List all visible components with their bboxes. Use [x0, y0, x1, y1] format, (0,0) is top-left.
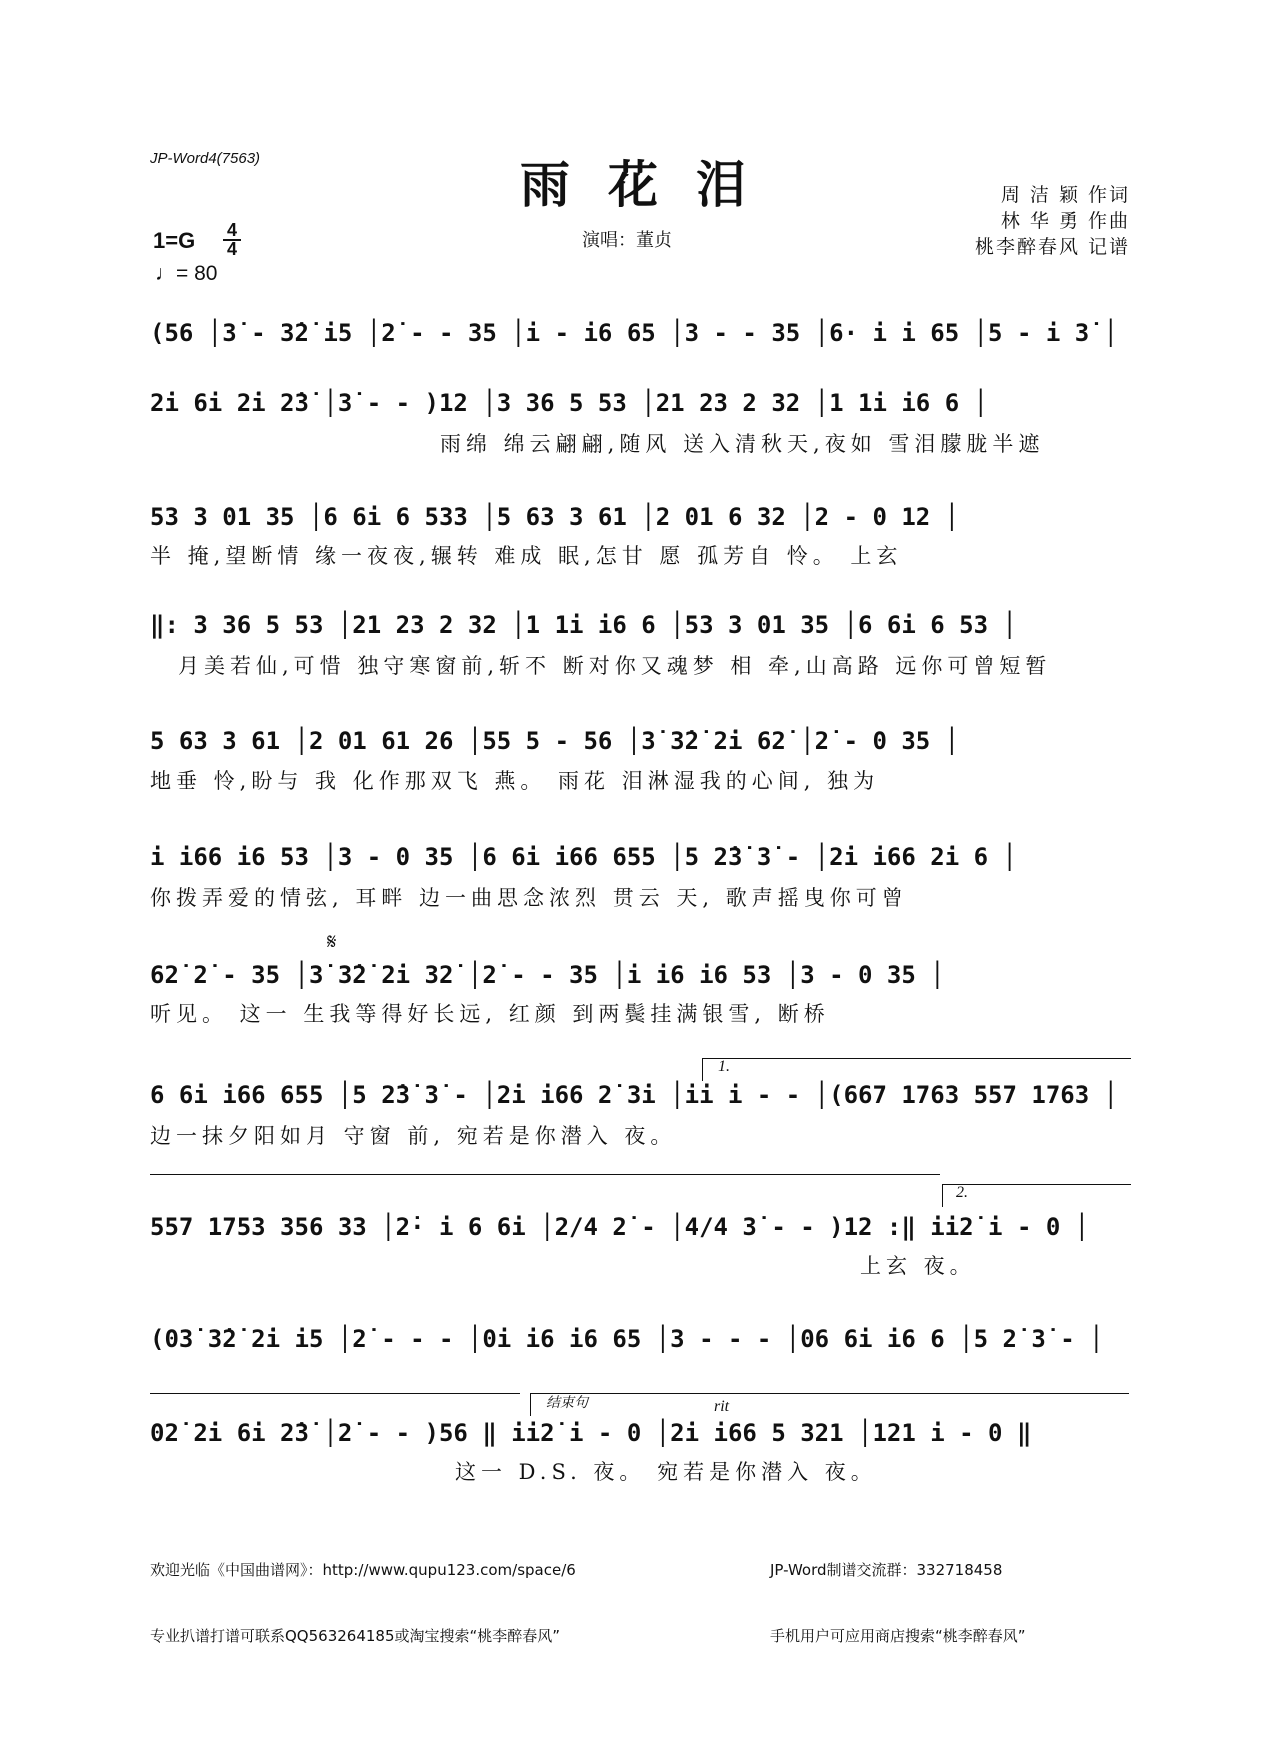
- lyric-row-4: 月美若仙,可惜 独守寒窗前,斩不 断对你又魂梦 相 牵,山高路 远你可曾短暂: [178, 654, 1052, 678]
- notes-row-4: ‖: 3 36 5 53 │21 23 2 32 │1 1i i6 6 │53 3 01 35 │6 6i 6 53 │: [150, 611, 1017, 639]
- time-top: 4: [226, 220, 237, 240]
- notes-row-11: 02̇ 2̇i 6i 2̇3̇ │2̇ - - )56 ‖ ii2̇ i - 0 │2̇i i66 5 321 │121 i - 0 ‖: [150, 1419, 1032, 1447]
- credit-transcriber: 桃李醉春风 记谱: [974, 236, 1130, 258]
- ending-label: 结束句: [546, 1395, 588, 1411]
- staff-row-1: [150, 308, 1130, 358]
- staff-row-8: [150, 1070, 1130, 1120]
- segno-sign: 𝄋: [327, 930, 337, 955]
- lyric-row-2: 雨绵 绵云翩翩,随风 送入清秋天,夜如 雪泪朦胧半遮: [440, 432, 1045, 456]
- rit-mark: rit: [714, 1398, 730, 1415]
- lyric-row-7: 听见。 这一 生我等得好长远, 红颜 到两鬓挂满银雪, 断桥: [150, 1002, 830, 1026]
- software-tag: JP-Word4(7563): [150, 150, 261, 167]
- notes-row-8: 6 6i i66 655 │5 2̇3̇ 3̇ - │2̇i i66 2̇ 3̇i │ii i - - │(667 1763 557 1763 │: [150, 1081, 1119, 1109]
- volta-2-label: 2.: [956, 1184, 968, 1201]
- notes-row-1: (56 │3̇ - 3̇2̇ i5 │2̇ - - 35 │i - i6 65 │3 - - 35 │6· i i 65 │5 - i 3̇ │: [150, 319, 1119, 347]
- notes-row-7: 62̇ 2̇ - 35 │3̇ 3̇2̇ 2̇i 32̇ │2̇ - - 35 │i i6 i6 53 │3 - 0 35 │: [150, 961, 945, 989]
- lyric-row-8: 边一抹夕阳如月 守窗 前, 宛若是你潜入 夜。: [150, 1124, 677, 1148]
- singer: 演唱：董贞: [582, 230, 672, 251]
- staff-row-5: [150, 716, 1130, 766]
- notes-row-3: 53 3 01 35 │6 6i 6 533 │5 63 3 61 │2 01 6 32 │2 - 0 12 │: [150, 503, 960, 531]
- volta-1-continuation: [150, 1174, 940, 1175]
- staff-row-11: [150, 1408, 1130, 1458]
- time-bottom: 4: [223, 239, 241, 258]
- lyric-row-11: 这一 D.S. 夜。 宛若是你潜入 夜。: [455, 1460, 877, 1484]
- footer-left-line-2: 专业扒谱打谱可联系QQ563264185或淘宝搜索“桃李醉春风”: [150, 1627, 561, 1645]
- lyric-row-3: 半 掩,望断情 缘一夜夜,辗转 难成 眠,怎甘 愿 孤芳自 怜。 上玄: [150, 544, 903, 568]
- time-signature: [223, 222, 241, 258]
- notes-row-2: 2̇i 6i 2̇i 2̇3̇ │3̇ - - )12 │3 36 5 53 │21 23 2 32 │1 1i i6 6 │: [150, 389, 989, 417]
- lyric-row-6: 你拨弄爱的情弦, 耳畔 边一曲思念浓烈 贯云 天, 歌声摇曳你可曾: [150, 886, 908, 910]
- credits: [920, 182, 1130, 260]
- footer-left-line-1: 欢迎光临《中国曲谱网》：http://www.qupu123.com/space/6: [150, 1561, 576, 1579]
- key-signature: 1=G: [153, 228, 196, 253]
- staff-row-7: [150, 950, 1130, 1000]
- staff-row-9: [150, 1202, 1130, 1252]
- staff-row-10: [150, 1314, 1130, 1364]
- page-title: 雨花泪: [520, 155, 784, 214]
- ending-bracket-left: [150, 1393, 520, 1394]
- notes-row-9: 557 1753 356 33 │2̇· i 6 6i │2/4 2̇ - │4/4 3̇ - - )12 :‖ ii2̇ i - 0 │: [150, 1213, 1090, 1241]
- notes-row-6: i i66 i6 53 │3 - 0 35 │6 6i i66 655 │5 2̇3̇ 3̇ - │2̇i i66 2̇i 6 │: [150, 843, 1017, 871]
- volta-1-label: 1.: [718, 1058, 730, 1075]
- footer-right: [770, 1515, 1026, 1669]
- footer-left: [150, 1515, 576, 1669]
- staff-row-2: [150, 378, 1130, 428]
- credit-lyricist: 周 洁 颖 作词: [1000, 184, 1130, 206]
- staff-row-6: [150, 832, 1130, 882]
- footer-right-line-1: JP-Word制谱交流群：332718458: [770, 1561, 1003, 1579]
- staff-row-3: [150, 492, 1130, 542]
- staff-row-4: [150, 600, 1130, 650]
- notes-row-5: 5 63 3 61 │2 01 61 26 │55 5 - 56 │3̇ 3̇2̇ 2̇i 62̇ │2̇ - 0 35 │: [150, 727, 960, 755]
- notes-row-10: (03̇ 3̇2̇ 2̇i i5 │2̇ - - - │0i i6 i6 65 │3 - - - │06 6i i6 6 │5 2̇ 3̇ - │: [150, 1325, 1104, 1353]
- credit-composer: 林 华 勇 作曲: [1000, 210, 1130, 232]
- lyric-row-5: 地垂 怜,盼与 我 化作那双飞 燕。 雨花 泪淋湿我的心间, 独为: [150, 769, 880, 793]
- tempo-mark: ♩= 80: [155, 262, 218, 285]
- lyric-row-9: 上玄 夜。: [860, 1254, 976, 1278]
- footer-right-line-2: 手机用户可应用商店搜索“桃李醉春风”: [770, 1627, 1026, 1645]
